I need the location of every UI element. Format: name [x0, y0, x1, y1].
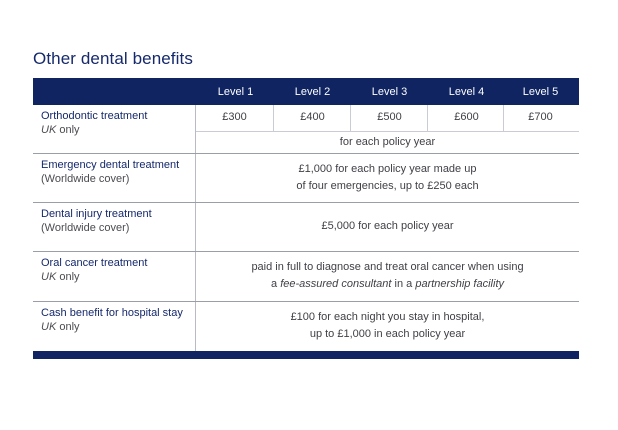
header-level-3: Level 3 [371, 86, 408, 98]
row-title: Cash benefit for hospital stay [41, 307, 183, 319]
table-row-dental-injury [33, 203, 579, 252]
row-subtitle: (Worldwide cover) [41, 222, 130, 234]
row-value-line-1: £1,000 for each policy year made up [298, 163, 477, 175]
row-label [41, 207, 197, 235]
header-level-5: Level 5 [522, 86, 559, 98]
table-header [33, 78, 579, 105]
row-value [196, 309, 579, 343]
row-value-line-1: £100 for each night you stay in hospital, [290, 311, 485, 323]
benefits-table [33, 78, 579, 340]
row-inner-divider [196, 131, 579, 132]
row-title: Orthodontic treatment [41, 110, 148, 122]
row-label [41, 158, 197, 186]
table-row-orthodontic [33, 105, 579, 154]
row-value [196, 259, 579, 293]
value-level-1: £300 [222, 111, 247, 123]
row-value-line-2: up to £1,000 in each policy year [309, 328, 466, 340]
table-footer-bar [33, 351, 579, 359]
note-per-year: for each policy year [339, 136, 436, 148]
row-label [41, 109, 197, 137]
row-subtitle: UK only [41, 271, 80, 283]
header-level-4: Level 4 [448, 86, 485, 98]
row-title: Dental injury treatment [41, 208, 152, 220]
row-value: £5,000 for each policy year [321, 220, 454, 232]
table-row-emergency [33, 154, 579, 203]
row-value-line-2: a fee-assured consultant in a partnership facility [271, 278, 504, 290]
row-subtitle: (Worldwide cover) [41, 173, 130, 185]
value-level-4: £600 [454, 111, 479, 123]
row-value-line-1: paid in full to diagnose and treat oral cancer when using [251, 261, 524, 273]
value-level-5: £700 [528, 111, 553, 123]
header-level-1: Level 1 [217, 86, 254, 98]
value-level-3: £500 [377, 111, 402, 123]
header-level-2: Level 2 [294, 86, 331, 98]
table-row-oral-cancer [33, 252, 579, 302]
row-subtitle: UK only [41, 124, 80, 136]
row-label [41, 306, 197, 334]
row-title: Oral cancer treatment [41, 257, 148, 269]
row-value-line-2: of four emergencies, up to £250 each [296, 180, 479, 192]
row-subtitle: UK only [41, 321, 80, 333]
row-title: Emergency dental treatment [41, 159, 180, 171]
table-row-cash-benefit [33, 302, 579, 351]
value-level-2: £400 [300, 111, 325, 123]
page-title: Other dental benefits [33, 49, 193, 68]
row-label [41, 256, 197, 284]
row-value [196, 161, 579, 195]
